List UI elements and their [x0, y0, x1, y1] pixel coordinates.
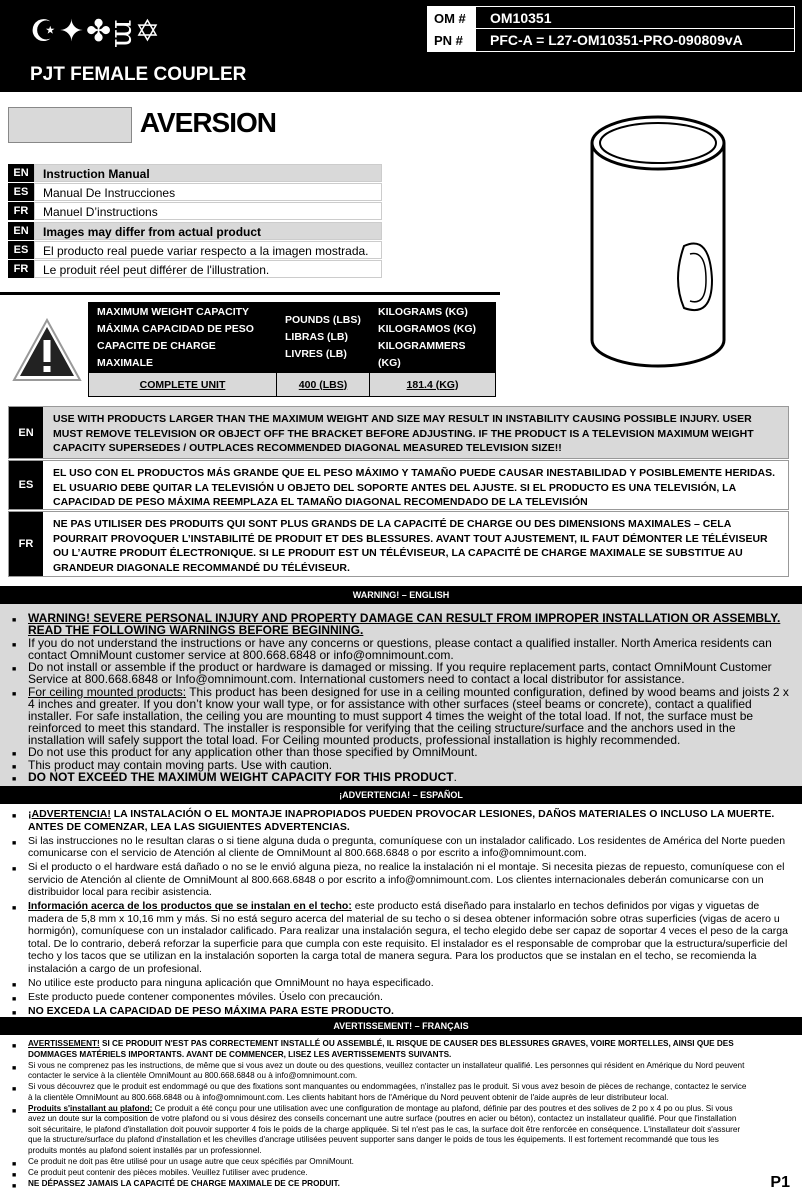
pn-value: PFC-A = L27-OM10351-PRO-090809vA	[490, 32, 743, 48]
lang-warning-es: ES EL USO CON EL PRODUCTOS MÁS GRANDE QUE EL PESO MÁXIMO Y TAMAÑO PUEDE CAUSAR INESTABILIDAD Y POSIBLEMENTE HERIDAS. EL USUARIO DEBE QUITAR LA TELEVISIÓN U OBJETO DEL SOPORTE ANTES DEL AJUSTE. SI EL PRODUCTO ES UNA TELEVISIÓN, LA CAPACIDAD DE PESO MÁXIMA REEMPLAZA EL TAMAÑO DIAGONAL RECOMENDADO DE LA TELEVISIÓN	[8, 460, 789, 510]
list-item: ■ If you do not understand the instructions or have any concerns or questions, please contact a qualified installer. North America residents can contact OmniMount customer service at 800.668.6848 or info@omnimount.com.	[12, 637, 794, 661]
id-box	[427, 6, 795, 52]
list-item: ■ Si vous ne comprenez pas les instructions, de même que si vous avez un doute ou des questions, veuillez contacter un installateur qualifié. Les personnes qui résident en Amérique du Nord peuvent contacter le service à la clientèle OmniMount au 800.668.6848 ou à info@omnimount.com.	[12, 1061, 750, 1082]
lang-warning-fr: FR NE PAS UTILISER DES PRODUITS QUI SONT PLUS GRANDS DE LA CAPACITÉ DE CHARGE OU DES DIMENSIONS MAXIMALES – CELA POURRAIT PROVOQUER L’INSTABILITÉ DE PRODUIT ET DES BLESSURES. AVANT TOUT AJUSTEMENT, IL FAUT DÉMONTER LE TÉLÉVISEUR OU L’AUTRE PRODUIT ÉLECTRONIQUE. SI LE PRODUIT EST UN TÉLÉVISEUR, LA CAPACITÉ DE CHARGE MAXIMALE SE SUBSTITUE AU GRANDEUR DIAGONALE RECOMMANDÉ DU TÉLÉVISEUR.	[8, 511, 789, 577]
list-item: ■ Si vous découvrez que le produit est endommagé ou que des fixations sont manquantes ou endommagées, n'installez pas le produit. Si vous avez besoin de pièces de rechange, contactez le service à la clientèle OmniMount au 800.668.6848 ou à info@omnimount.com. Les clients habitant hors de l'Amérique du Nord peuvent obtenir de l'aide auprès de leur distributeur local.	[12, 1082, 750, 1103]
list-item: ■ Ce produit peut contenir des pièces mobiles. Veuillez l'utiliser avec prudence.	[12, 1168, 750, 1179]
list-item: ■ Si el producto o el hardware está dañado o no se le envió alguna pieza, no realice la instalación ni el montaje. Si necesita piezas de repuesto, comuníquese con el servicio de Atención al cliente de OmniMount al 800.668.6848 o por escrito a info@omnimount.com. Los clientes internacionales deberán comunicarse con un distribuidor local para recibir asistencia.	[12, 861, 794, 899]
list-item: ■ NE DÉPASSEZ JAMAIS LA CAPACITÉ DE CHARGE MAXIMALE DE CE PRODUIT.	[12, 1179, 750, 1190]
section-spanish	[0, 805, 802, 1017]
image-disclaimer-table	[8, 222, 382, 279]
brand-logo: ☪✦✤ᴟ✡	[30, 14, 162, 49]
header-bar	[0, 0, 802, 92]
lang-warning-en: EN USE WITH PRODUCTS LARGER THAN THE MAXIMUM WEIGHT AND SIZE MAY RESULT IN INSTABILITY CAUSING POSSIBLE INJURY. USER MUST REMOVE TELEVISION OR OBJECT OFF THE BRACKET BEFORE ADJUSTING. IF THE PRODUCT IS A TELEVISION MAXIMUM WEIGHT CAPACITY SUPERSEDES / OUTPLACES RECOMMENDED DIAGONAL MEASURED TELEVISION SIZE!!	[8, 406, 789, 459]
section-header-english: WARNING! – ENGLISH	[0, 586, 802, 604]
lang-row: EN Instruction Manual	[8, 164, 382, 182]
lang-row: ES El producto real puede variar respecto a la imagen mostrada.	[8, 241, 382, 259]
manual-language-table	[8, 164, 382, 221]
lang-row: FR Manuel D’instructions	[8, 202, 382, 220]
list-item: ■ Este producto puede contener componentes móviles. Úselo con precaución.	[12, 991, 794, 1004]
list-item: ■ Produits s'installant au plafond: Ce produit a été conçu pour une utilisation avec une configuration de montage au plafond, définie par des poutres et des solives de 2 po x 4 po ou plus. Si vous avez un doute sur la composition de votre plafond ou si vous désirez des conseils concernant une autre surface (poutres en acier ou béton), contactez un installateur qualifié. Pour que l'installation soit sécuritaire, le plafond d'installation doit pouvoir supporter 4 fois le poids de la charge appliquée. Si tel n'est pas le cas, la surface doit être renforcée en conséquence. L'installateur doit s'assurer que la structure/surface du plafond d'installation et les chevilles d'ancrage utilisées peuvent supporter sans danger le poids de tous les équipements. Il est fortement recommandé que tous les produits montés au plafond soient installés par un professionnel.	[12, 1104, 750, 1157]
weight-capacity-table	[88, 302, 496, 397]
page-number: P1	[770, 1174, 790, 1191]
capacity-header-label: MAXIMUM WEIGHT CAPACITY MÁXIMA CAPACIDAD DE PESO CAPACITE DE CHARGE MAXIMALE	[89, 303, 277, 373]
list-item: ■ DO NOT EXCEED THE MAXIMUM WEIGHT CAPACITY FOR THIS PRODUCT.	[12, 771, 794, 783]
capacity-header-kg: KILOGRAMS (KG) KILOGRAMOS (KG) KILOGRAMMERS (KG)	[370, 303, 496, 373]
warning-triangle-icon	[12, 318, 82, 382]
section-header-spanish: ¡ADVERTENCIA! – ESPAÑOL	[0, 786, 802, 804]
list-item: ■ ¡ADVERTENCIA! LA INSTALACIÓN O EL MONTAJE INAPROPIADOS PUEDEN PROVOCAR LESIONES, DAÑOS MATERIALES O INCLUSO LA MUERTE. ANTES DE COMENZAR, LEA LAS SIGUIENTES ADVERTENCIAS.	[12, 808, 794, 833]
version-box	[8, 107, 132, 143]
section-header-french: AVERTISSEMENT! – FRANÇAIS	[0, 1017, 802, 1035]
om-label: OM #	[428, 7, 476, 28]
divider-rule	[0, 292, 500, 295]
list-item: ■ AVERTISSEMENT! SI CE PRODUIT N'EST PAS CORRECTEMENT INSTALLÉ OU ASSEMBLÉ, IL RISQUE DE CAUSER DES BLESSURES GRAVES, VOIRE MORTELLES, AINSI QUE DES DOMMAGES MATÉRIELS IMPORTANTS. AVANT DE COMMENCER, LISEZ LES AVERTISSEMENTS SUIVANTS.	[12, 1039, 750, 1060]
product-title: PJT FEMALE COUPLER	[30, 64, 247, 85]
capacity-header-lbs: POUNDS (LBS) LIBRAS (LB) LIVRES (LB)	[277, 303, 370, 373]
lang-row: FR Le produit réel peut différer de l'illustration.	[8, 260, 382, 278]
capacity-lbs-value: 400 (LBS)	[277, 373, 370, 397]
list-item: ■ Ce produit ne doit pas être utilisé pour un usage autre que ceux spécifiés par OmniMount.	[12, 1157, 750, 1168]
capacity-kg-value: 181.4 (KG)	[370, 373, 496, 397]
list-item: ■ Si las instrucciones no le resultan claras o si tiene alguna duda o pregunta, comuníquese con un instalador calificado. Los residentes de América del Norte pueden comunicarse con el servicio de Atención al cliente de OmniMount al 800.668.6848 o por escrito a info@omnimount.com.	[12, 835, 794, 860]
section-english	[0, 604, 802, 786]
lang-row: EN Images may differ from actual product	[8, 222, 382, 240]
female-coupler-illustration	[560, 108, 760, 388]
list-item: ■ NO EXCEDA LA CAPACIDAD DE PESO MÁXIMA PARA ESTE PRODUCTO.	[12, 1005, 794, 1018]
list-item: ■ Do not use this product for any application other than those specified by OmniMount.	[12, 746, 794, 758]
list-item: ■ Información acerca de los productos que se instalan en el techo: este producto está diseñado para instalarlo en techos definidos por vigas y viguetas de madera de 5,8 mm x 10,16 mm y más. Si no está seguro acerca del material de su techo o si desea obtener información sobre otras superficies (vigas de acero u hormigón), comuníquese con un instalador calificado. Para realizar una instalación segura, el techo elegido debe ser capaz de soportar 4 veces el peso de la carga total. De lo contrario, deberá reforzar la superficie para que cumpla con este requisito. El instalador es el responsable de comprobar que la estructura/superficie del techo y los tacos que se utilizan en la instalación soporten la carga total de manera segura. Para los productos que se instalan en el techo, se recomienda la instalación a cargo de un profesional.	[12, 900, 794, 975]
version-label: AVERSION	[139, 107, 276, 138]
list-item: ■ Do not install or assemble if the product or hardware is damaged or missing. If you require replacement parts, contact OmniMount Customer Service at 800.668.6848 or Info@omnimount.com. International customers need to contact a local distributor for assistance.	[12, 661, 794, 685]
list-item: ■ WARNING! SEVERE PERSONAL INJURY AND PROPERTY DAMAGE CAN RESULT FROM IMPROPER INSTALLATION OR ASSEMBLY. READ THE FOLLOWING WARNINGS BEFORE BEGINNING.	[12, 612, 794, 636]
list-item: ■ For ceiling mounted products: This product has been designed for use in a ceiling mounted configuration, defined by wood beams and joists 2 x 4 inches and greater. If you don’t know your wall type, or for assistance with other surfaces (steel beams or concrete), contact a qualified installer. For safe installation, the ceiling you are mounting to must support 4 times the weight of the total load. If not, the surface must be reinforced to meet this standard. The installer is responsible for verifying that the ceiling structure/surface and the anchors used in the installation will safely support the total load. For Ceiling mounted products, professional installation is highly recommended.	[12, 686, 794, 746]
list-item: ■ No utilice este producto para ninguna aplicación que OmniMount no haya especificado.	[12, 977, 794, 990]
lang-row: ES Manual De Instrucciones	[8, 183, 382, 201]
section-french	[0, 1036, 802, 1201]
pn-label: PN #	[428, 29, 476, 51]
list-item: ■ This product may contain moving parts. Use with caution.	[12, 759, 794, 771]
version-block	[8, 107, 276, 145]
om-value: OM10351	[490, 10, 552, 26]
capacity-unit: COMPLETE UNIT	[89, 373, 277, 397]
